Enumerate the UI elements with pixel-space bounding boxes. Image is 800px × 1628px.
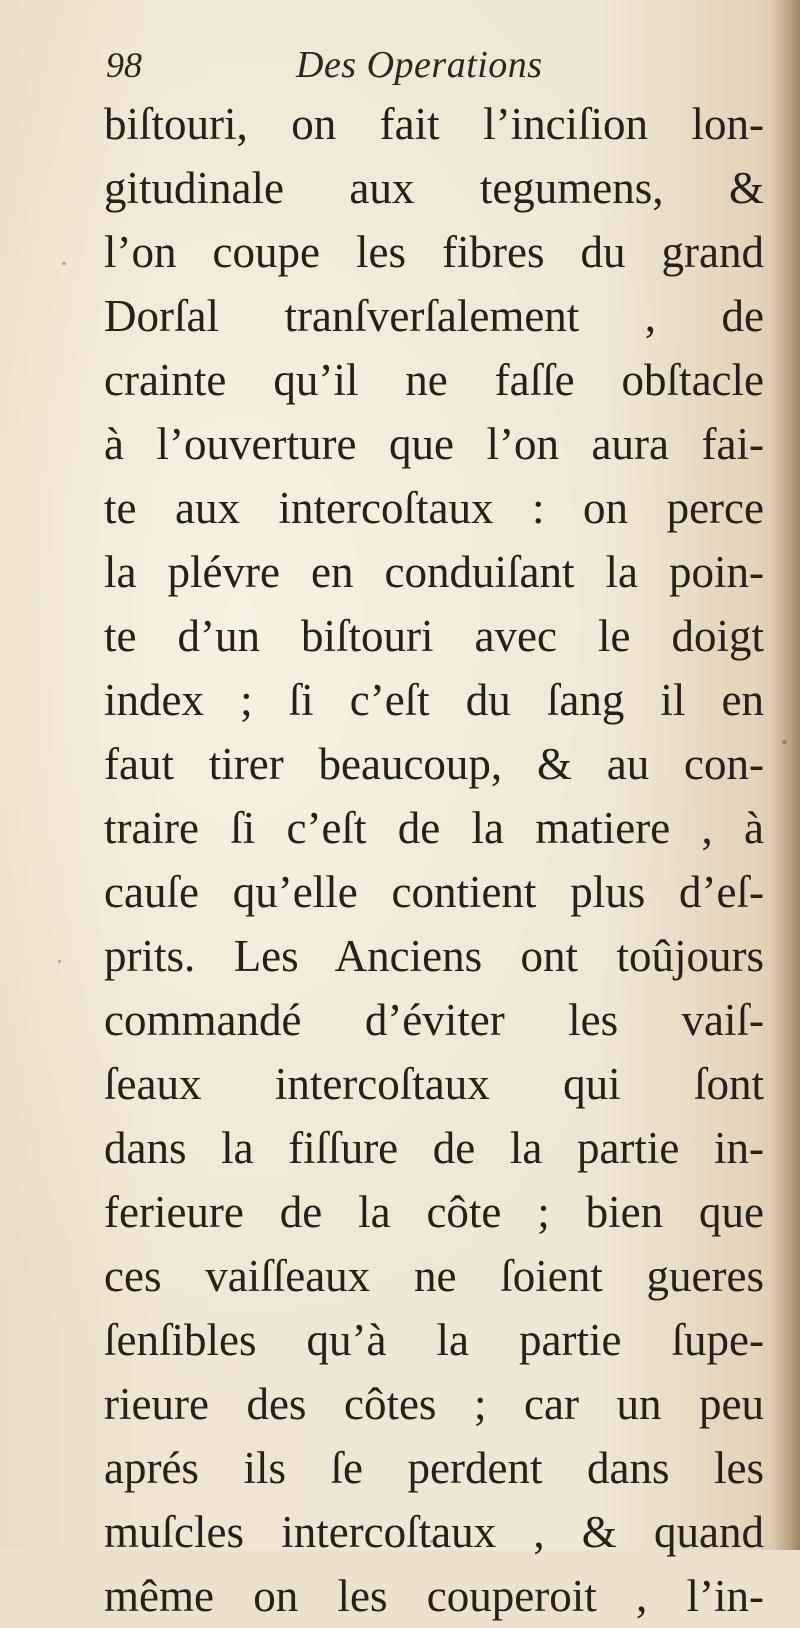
paper-speck bbox=[430, 1540, 433, 1543]
paper-speck bbox=[62, 262, 66, 265]
text-line: index ; ſi c’eſt du ſang il en bbox=[104, 675, 764, 725]
text-line: ſenſibles qu’à la partie ſupe- bbox=[104, 1315, 764, 1365]
text-line: ſeaux intercoſtaux qui ſont bbox=[104, 1059, 764, 1109]
text-line: même on les couperoit , l’in- bbox=[104, 1571, 764, 1621]
text-line: à l’ouverture que l’on aura fai- bbox=[104, 419, 764, 469]
text-line: rieure des côtes ; car un peu bbox=[104, 1379, 764, 1429]
text-line: prits. Les Anciens ont toûjours bbox=[104, 931, 764, 981]
body-text bbox=[104, 92, 764, 1628]
page-header bbox=[106, 40, 766, 90]
text-line: la plévre en conduiſant la poin- bbox=[104, 547, 764, 597]
page-edge-shadow bbox=[772, 0, 800, 1550]
text-line: cauſe qu’elle contient plus d’eſ- bbox=[104, 867, 764, 917]
text-line: ferieure de la côte ; bien que bbox=[104, 1187, 764, 1237]
text-line: ces vaiſſeaux ne ſoient gueres bbox=[104, 1251, 764, 1301]
text-line: commandé d’éviter les vaiſ- bbox=[104, 995, 764, 1045]
page-number: 98 bbox=[106, 45, 142, 85]
running-head: Des Operations bbox=[296, 44, 543, 86]
text-line: gitudinale aux tegumens, & bbox=[104, 163, 764, 213]
text-line: biſtouri, on fait l’inciſion lon- bbox=[104, 99, 764, 149]
text-line: crainte qu’il ne faſſe obſtacle bbox=[104, 355, 764, 405]
text-line: Dorſal tranſverſalement , de bbox=[104, 291, 764, 341]
text-line: muſcles intercoſtaux , & quand bbox=[104, 1507, 764, 1557]
text-line: te d’un biſtouri avec le doigt bbox=[104, 611, 764, 661]
text-line: dans la fiſſure de la partie in- bbox=[104, 1123, 764, 1173]
text-line: aprés ils ſe perdent dans les bbox=[104, 1443, 764, 1493]
text-line: faut tirer beaucoup, & au con- bbox=[104, 739, 764, 789]
paper-speck bbox=[58, 960, 61, 963]
text-line: traire ſi c’eſt de la matiere , à bbox=[104, 803, 764, 853]
text-line: te aux intercoſtaux : on perce bbox=[104, 483, 764, 533]
text-line: l’on coupe les fibres du grand bbox=[104, 227, 764, 277]
paper-speck bbox=[782, 740, 787, 744]
